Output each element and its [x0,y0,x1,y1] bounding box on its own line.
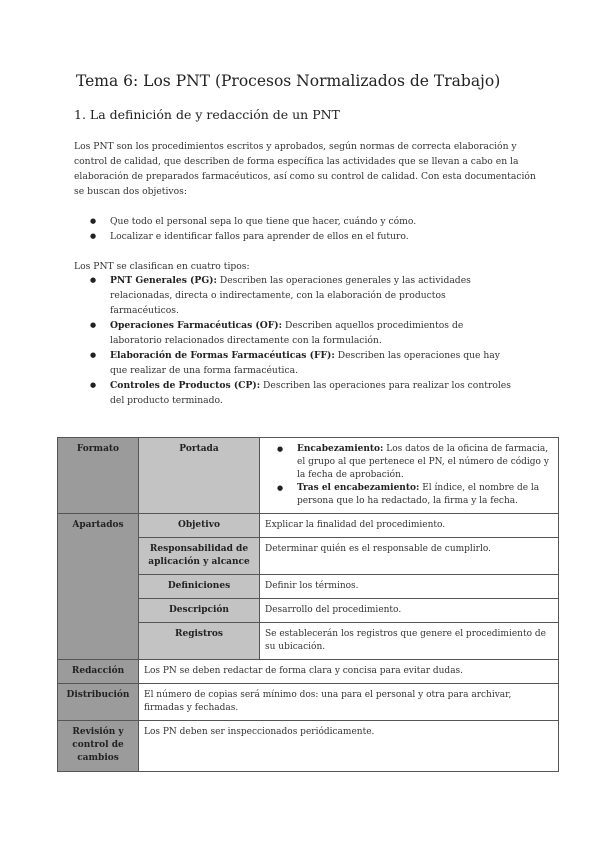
portada-content [260,438,559,514]
table-row [58,721,559,772]
apartado-name: Objetivo [139,514,260,538]
portada-term: Tras el encabezamiento: [297,483,420,493]
type-term: Operaciones Farmacéuticas (OF): [110,320,283,331]
apartado-name: Definiciones [139,575,260,599]
list-item [76,318,516,348]
type-desc: Describen las operaciones para realizar los controles del producto terminado. [110,380,511,406]
row-header-formato: Formato [58,438,139,514]
classify-intro: Los PNT se clasifican en cuatro tipos: [74,261,250,272]
type-term: Elaboración de Formas Farmacéuticas (FF): [110,350,335,361]
apartado-name: Descripción [139,599,260,623]
table-row [58,438,559,514]
list-item [265,443,553,482]
types-list [76,273,516,408]
table-row [58,660,559,684]
distribucion-value: El número de copias será mínimo dos: una para el personal y otra para archivar, firmadas y fechadas. [139,684,559,721]
apartado-value: Explicar la finalidad del procedimiento. [260,514,559,538]
type-term: Controles de Productos (CP): [110,380,261,391]
row-header-distribucion: Distribución [58,684,139,721]
list-item [76,273,516,318]
section-heading: 1. La definición de y redacción de un PNT [74,107,340,122]
table-row [58,684,559,721]
objectives-list [76,214,546,244]
row-header-revision: Revisión y control de cambios [58,721,139,772]
apartado-name: Registros [139,623,260,660]
intro-paragraph: Los PNT son los procedimientos escritos y aprobados, según normas de correcta elaboración y control de calidad, que describen de forma específica las actividades que se llevan a cabo en la elaboración de preparados farmacéuticos, así como su control de calidad. Con esta documentación se buscan dos objetivos: [74,141,536,197]
row-header-redaccion: Redacción [58,660,139,684]
type-desc: Describen las operaciones que hay que realizar de una forma farmacéutica. [110,350,500,376]
type-term: PNT Generales (PG): [110,275,217,286]
table-row [58,514,559,538]
list-item: ● Que todo el personal sepa lo que tiene que hacer, cuándo y cómo. [76,214,546,229]
apartado-name: Responsabilidad de aplicación y alcance [139,538,260,575]
list-item [76,348,516,378]
list-item [265,482,553,508]
revision-value: Los PN deben ser inspeccionados periódicamente. [139,721,559,772]
row-header-apartados: Apartados [58,514,139,660]
list-item [76,378,516,408]
apartado-value: Definir los términos. [260,575,559,599]
portada-desc: Los datos de la oficina de farmacia, el grupo al que pertenece el PN, el número de código y la fecha de aprobación. [297,444,549,480]
pnt-structure-table [57,437,559,772]
apartado-value: Se establecerán los registros que genere el procedimiento de su ubicación. [260,623,559,660]
redaccion-value: Los PN se deben redactar de forma clara y concisa para evitar dudas. [139,660,559,684]
type-desc: Describen las operaciones generales y las actividades relacionadas, directa o indirectamente, con la elaboración de productos farmacéuticos. [110,275,471,316]
apartado-value: Desarrollo del procedimiento. [260,599,559,623]
list-item: ● Localizar e identificar fallos para aprender de ellos en el futuro. [76,229,546,244]
type-desc: Describen aquellos procedimientos de laboratorio relacionados directamente con la formulación. [110,320,464,346]
page-title: Tema 6: Los PNT (Procesos Normalizados de Trabajo) [76,72,501,90]
portada-desc: El índice, el nombre de la persona que lo ha redactado, la firma y la fecha. [297,483,540,506]
apartado-value: Determinar quién es el responsable de cumplirlo. [260,538,559,575]
row-subheader-portada: Portada [139,438,260,514]
portada-term: Encabezamiento: [297,444,384,454]
